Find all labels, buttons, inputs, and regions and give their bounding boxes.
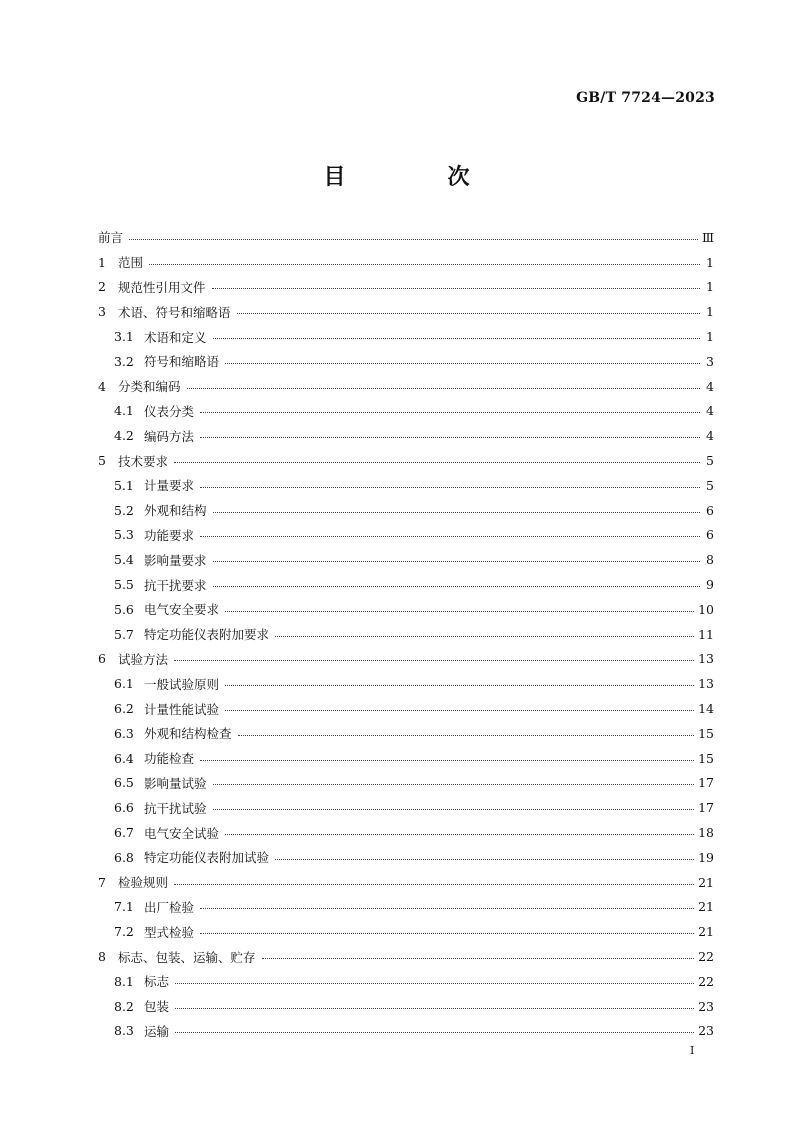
dot-leader	[275, 636, 694, 637]
toc-entry-number: 6.7	[114, 825, 134, 841]
dot-leader	[275, 859, 694, 860]
toc-entry-title: 试验方法	[118, 651, 169, 667]
toc-entry-number: 2	[98, 279, 106, 295]
toc-entry-title: 运输	[144, 1023, 170, 1039]
toc-entry-page: 4	[706, 428, 714, 444]
toc-entry[interactable]	[98, 994, 714, 1019]
dot-leader	[200, 412, 700, 413]
toc-entry-page: 13	[698, 676, 714, 692]
toc-entry-page: 5	[706, 477, 714, 493]
toc-entry-title: 功能检查	[144, 751, 195, 767]
toc-entry-title: 前言	[98, 230, 124, 246]
dot-leader	[174, 884, 694, 885]
dot-leader	[213, 561, 700, 562]
toc-title: 目 次	[323, 164, 510, 190]
dot-leader	[225, 685, 694, 686]
toc-entry[interactable]	[98, 597, 714, 622]
dot-leader	[129, 239, 698, 240]
dot-leader	[225, 363, 700, 364]
toc-entry-number: 5.1	[114, 477, 134, 493]
toc-entry-page: 6	[706, 527, 714, 543]
toc-entry-page: 21	[698, 874, 714, 890]
toc-entry[interactable]	[98, 845, 714, 870]
toc-entry-number: 8.2	[114, 998, 134, 1014]
toc-entry-title: 包装	[144, 999, 170, 1015]
toc-entry-title: 外观和结构检查	[144, 726, 232, 742]
toc-entry[interactable]	[98, 746, 714, 771]
dot-leader	[175, 983, 694, 984]
toc-entry-title: 规范性引用文件	[118, 279, 206, 295]
toc-entry-number: 3	[98, 304, 106, 320]
toc-entry-title: 范围	[118, 255, 144, 271]
toc-entry-number: 5.4	[114, 552, 134, 568]
toc-entry[interactable]	[98, 572, 714, 597]
toc-entry-title: 抗干扰要求	[144, 577, 207, 593]
toc-entry[interactable]	[98, 919, 714, 944]
toc-entry-title: 抗干扰试验	[144, 800, 207, 816]
toc-entry-page: 1	[706, 329, 714, 345]
toc-entry[interactable]	[98, 870, 714, 895]
dot-leader	[213, 586, 700, 587]
toc-entry-title: 影响量要求	[144, 552, 207, 568]
toc-entry-number: 7.2	[114, 924, 134, 940]
toc-entry[interactable]	[98, 969, 714, 994]
toc-entry-number: 7	[98, 874, 106, 890]
toc-entry[interactable]	[98, 647, 714, 672]
dot-leader	[174, 462, 700, 463]
toc-entry-title: 检验规则	[118, 875, 169, 891]
toc-entry[interactable]	[98, 820, 714, 845]
toc-entry-number: 3.1	[114, 329, 134, 345]
dot-leader	[175, 1008, 694, 1009]
toc-entry-title: 编码方法	[144, 428, 195, 444]
toc-entry-page: 1	[706, 279, 714, 295]
toc-entry[interactable]	[98, 721, 714, 746]
dot-leader	[200, 760, 694, 761]
dot-leader	[225, 834, 694, 835]
toc-entry-title: 计量性能试验	[144, 701, 220, 717]
toc-entry-number: 4.2	[114, 428, 134, 444]
toc-entry-number: 5.7	[114, 626, 134, 642]
toc-entry-number: 5.2	[114, 502, 134, 518]
toc-entry-page: 21	[698, 899, 714, 915]
toc-entry-title: 型式检验	[144, 924, 195, 940]
toc-entry[interactable]	[98, 771, 714, 796]
toc-entry-number: 6.6	[114, 800, 134, 816]
toc-entry[interactable]	[98, 944, 714, 969]
dot-leader	[200, 933, 694, 934]
toc-entry[interactable]	[98, 423, 714, 448]
toc-entry[interactable]	[98, 1019, 714, 1044]
toc-entry-number: 3.2	[114, 353, 134, 369]
toc-entry-page: 17	[698, 775, 714, 791]
toc-entry-page: 1	[706, 254, 714, 270]
toc-entry[interactable]	[98, 250, 714, 275]
dot-leader	[200, 487, 700, 488]
toc-entry-number: 6.1	[114, 676, 134, 692]
toc-entry-page: 23	[698, 998, 714, 1014]
toc-entry-title: 功能要求	[144, 527, 195, 543]
toc-entry-title: 术语、符号和缩略语	[118, 304, 231, 320]
toc-entry-page: 19	[698, 849, 714, 865]
toc-entry[interactable]	[98, 225, 714, 250]
dot-leader	[213, 338, 700, 339]
toc-entry-page: 23	[698, 1023, 714, 1039]
toc-entry-page: 6	[706, 502, 714, 518]
table-of-contents	[98, 225, 714, 1043]
toc-entry-page: 21	[698, 924, 714, 940]
toc-entry[interactable]	[98, 547, 714, 572]
dot-leader	[225, 611, 694, 612]
toc-entry-page: 17	[698, 800, 714, 816]
toc-entry[interactable]	[98, 895, 714, 920]
toc-entry-number: 8.1	[114, 973, 134, 989]
toc-entry[interactable]	[98, 498, 714, 523]
toc-entry-number: 6.4	[114, 750, 134, 766]
toc-entry-number: 5.3	[114, 527, 134, 543]
dot-leader	[149, 264, 700, 265]
standard-number: GB/T 7724—2023	[576, 90, 715, 106]
toc-entry-title: 外观和结构	[144, 503, 207, 519]
toc-entry-title: 仪表分类	[144, 403, 195, 419]
toc-entry-number: 4	[98, 378, 106, 394]
toc-entry-page: 15	[698, 750, 714, 766]
toc-entry[interactable]	[98, 448, 714, 473]
toc-entry[interactable]	[98, 299, 714, 324]
toc-entry-title: 一般试验原则	[144, 676, 220, 692]
dot-leader	[225, 710, 694, 711]
toc-entry-number: 6.2	[114, 701, 134, 717]
toc-entry-number: 1	[98, 254, 106, 270]
toc-entry[interactable]	[98, 473, 714, 498]
toc-entry[interactable]	[98, 275, 714, 300]
toc-entry-page: 1	[706, 304, 714, 320]
toc-entry-number: 5	[98, 453, 106, 469]
toc-entry-page: 14	[698, 701, 714, 717]
toc-entry-page: 4	[706, 403, 714, 419]
dot-leader	[237, 313, 700, 314]
toc-entry-page: 15	[698, 725, 714, 741]
toc-entry-page: 22	[698, 973, 714, 989]
toc-entry-title: 符号和缩略语	[144, 354, 220, 370]
toc-entry-number: 6.8	[114, 849, 134, 865]
toc-entry-title: 标志、包装、运输、贮存	[118, 949, 256, 965]
toc-entry[interactable]	[98, 399, 714, 424]
toc-entry-page: 3	[706, 353, 714, 369]
toc-entry-page: 11	[698, 626, 714, 642]
toc-entry-page: 13	[698, 651, 714, 667]
dot-leader	[213, 809, 695, 810]
toc-entry-page: 8	[706, 552, 714, 568]
toc-entry-title: 标志	[144, 974, 170, 990]
toc-entry-title: 特定功能仪表附加要求	[144, 627, 270, 643]
toc-entry-title: 出厂检验	[144, 899, 195, 915]
toc-entry-title: 术语和定义	[144, 329, 207, 345]
toc-entry-number: 6	[98, 651, 106, 667]
toc-entry-number: 7.1	[114, 899, 134, 915]
dot-leader	[200, 536, 700, 537]
toc-entry[interactable]	[98, 349, 714, 374]
toc-entry-number: 5.5	[114, 577, 134, 593]
toc-entry[interactable]	[98, 374, 714, 399]
dot-leader	[212, 288, 700, 289]
toc-entry-page: 4	[706, 378, 714, 394]
toc-entry-title: 电气安全要求	[144, 602, 220, 618]
toc-entry-number: 6.5	[114, 775, 134, 791]
dot-leader	[187, 388, 700, 389]
dot-leader	[175, 1032, 694, 1033]
page-folio: I	[690, 1044, 695, 1057]
dot-leader	[213, 784, 695, 785]
toc-entry[interactable]	[98, 622, 714, 647]
toc-entry[interactable]	[98, 671, 714, 696]
toc-entry-page: 9	[706, 577, 714, 593]
toc-entry-title: 计量要求	[144, 478, 195, 494]
toc-entry-page: 5	[706, 453, 714, 469]
toc-entry-number: 8	[98, 949, 106, 964]
toc-entry-page: 18	[698, 825, 714, 841]
toc-entry-title: 电气安全试验	[144, 825, 220, 841]
toc-entry-number: 8.3	[114, 1023, 134, 1039]
toc-entry-number: 6.3	[114, 725, 134, 741]
dot-leader	[174, 660, 694, 661]
toc-entry-number: 4.1	[114, 403, 134, 419]
dot-leader	[262, 958, 695, 959]
toc-entry[interactable]	[98, 795, 714, 820]
toc-entry[interactable]	[98, 523, 714, 548]
toc-entry-title: 分类和编码	[118, 379, 181, 395]
toc-entry-title: 技术要求	[118, 453, 169, 469]
dot-leader	[200, 437, 700, 438]
toc-entry-page: 10	[698, 601, 714, 617]
toc-entry-number: 5.6	[114, 601, 134, 617]
toc-entry[interactable]	[98, 696, 714, 721]
dot-leader	[213, 512, 700, 513]
dot-leader	[200, 908, 694, 909]
toc-entry[interactable]	[98, 324, 714, 349]
dot-leader	[238, 735, 695, 736]
toc-entry-page: 22	[698, 949, 714, 964]
toc-entry-title: 特定功能仪表附加试验	[144, 850, 270, 866]
toc-entry-page: Ⅲ	[701, 229, 714, 245]
toc-entry-title: 影响量试验	[144, 775, 207, 791]
